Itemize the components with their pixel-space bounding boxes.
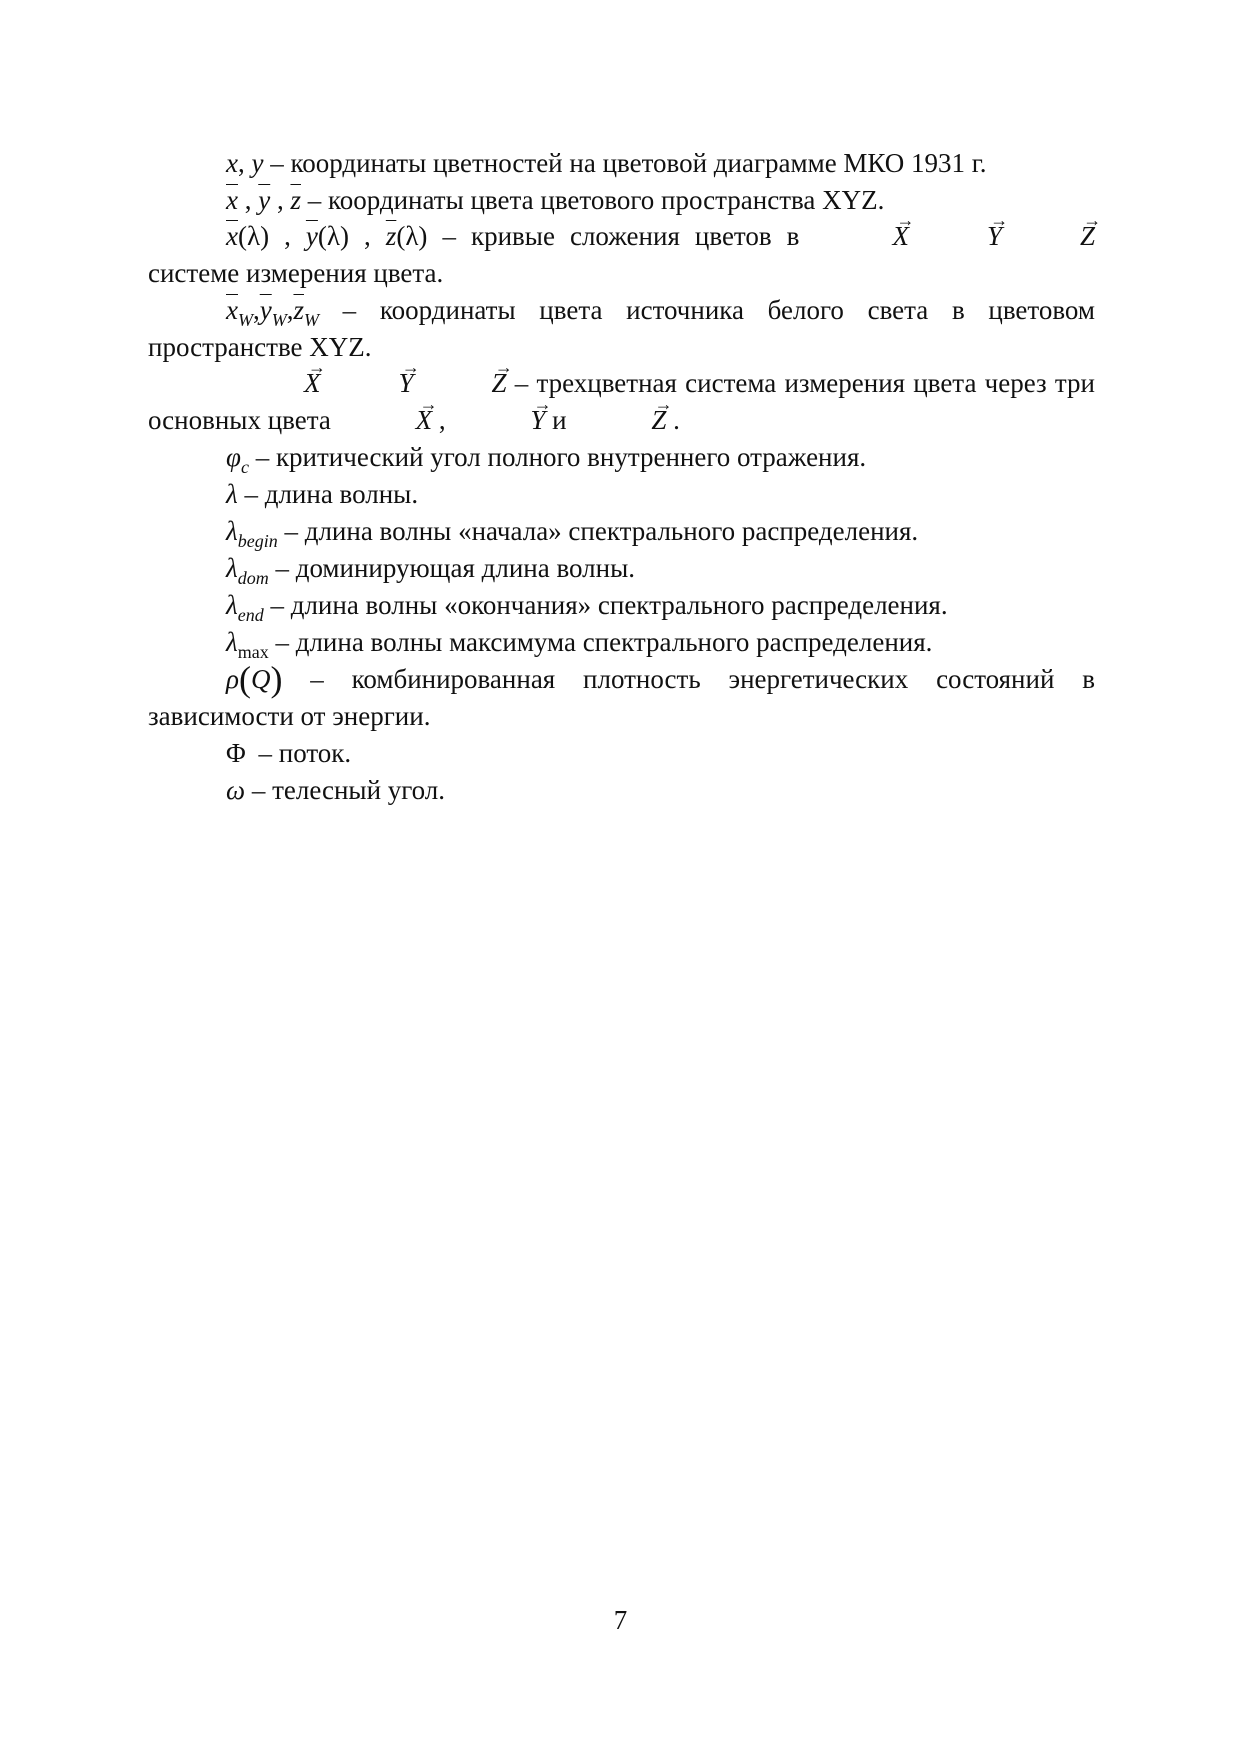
symbol: $\overline{y}$ [259, 295, 272, 325]
definition-text: – координаты цветностей на цветовой диаграмме МКО 1931 г. [263, 148, 987, 178]
notation-entry-trichromatic-system: → X → Y → Z – трехцветная система измерения цвета через три основных цвета → X , → Y и → Z . [148, 365, 1095, 439]
symbol: $\overline{y}$ [258, 185, 271, 215]
definition-text: – кривые сложения цветов в [427, 221, 815, 251]
definition-text: – длина волны. [237, 479, 419, 509]
definition-text: – телесный угол. [245, 775, 446, 805]
vector-symbol: → Z [573, 402, 666, 439]
symbol: $\overline{z}$ [293, 295, 304, 325]
definition-text: – координаты цвета цветового пространства XYZ. [300, 185, 885, 215]
vector-symbol: → Y [909, 218, 1002, 255]
definition-text: – трехцветная система измерения цвета через три основных цвета [148, 368, 1095, 435]
symbol: λ [226, 553, 238, 583]
symbol-argument: (λ) [237, 221, 270, 251]
vector-symbol: → Y [452, 402, 545, 439]
symbol-argument: Q [250, 664, 271, 694]
notation-entry-white-point: $\overline{x}_W,\overline{y}_W,\overline{z}_W$ – координаты цвета источника белого света в цветовом пространстве XYZ. [148, 295, 1095, 362]
symbol: $\overline{y}$ [305, 221, 318, 251]
vector-symbol: → X [338, 402, 433, 439]
symbol: x [226, 148, 238, 178]
notation-entry-wavelength-max: $\lambda_{max}$ – длина волны максимума спектрального распределения. [226, 627, 933, 662]
symbol: y [251, 148, 264, 178]
notation-entry-color-matching-functions: $\overline{x}(\lambda)$ , $\overline{y}(\lambda)$ , $\overline{z}(\lambda)$ – кривые сложения цветов в → X → Y → Z системе измерения цвета. [148, 218, 1095, 292]
definition-text: – доминирующая длина волны. [268, 553, 635, 583]
page-number: 7 [613, 1605, 628, 1635]
symbol: λ [226, 516, 238, 546]
notation-entry-wavelength-dominant: $\lambda_{dom}$ – доминирующая длина волны. [226, 553, 635, 588]
notation-entry-wavelength-begin: $\lambda_{begin}$ – длина волны «начала» спектрального распределения. [226, 516, 919, 551]
symbol: ω [226, 775, 246, 805]
definition-text: системе измерения цвета. [148, 258, 444, 288]
vector-symbol: → Y [321, 365, 414, 402]
definition-text: – комбинированная плотность энергетических состояний в зависимости от энергии. [148, 664, 1095, 731]
symbol: $\overline{z}$ [290, 185, 301, 215]
symbol: λ [226, 479, 238, 509]
notation-list [148, 145, 1095, 809]
vector-symbol: → X [814, 218, 909, 255]
vector-symbol: → Z [1002, 218, 1095, 255]
notation-entry-wavelength-end: $\lambda_{end}$ – длина волны «окончания» спектрального распределения. [226, 590, 948, 625]
notation-entry-xy-chromaticity: x, y – координаты цветностей на цветовой диаграмме МКО 1931 г. [226, 148, 987, 178]
symbol: ρ [226, 664, 239, 694]
definition-text: – длина волны «начала» спектрального распределения. [277, 516, 919, 546]
symbol-argument: (λ) [396, 221, 428, 251]
symbol: $\overline{x}$ [226, 221, 238, 251]
vector-symbol: → Z [414, 365, 507, 402]
notation-entry-density-of-states: ρ(Q) – комбинированная плотность энергетических состояний в зависимости от энергии. [148, 659, 1095, 731]
notation-entry-critical-angle: $\varphi_c$ – критический угол полного внутреннего отражения. [226, 442, 867, 477]
symbol: $\overline{x}$ [226, 185, 238, 215]
symbol: Φ [226, 738, 246, 768]
symbol: φ [226, 442, 241, 472]
vector-symbol: → X [226, 365, 321, 402]
definition-text: – координаты цвета источника белого света в цветовом пространстве XYZ. [148, 295, 1095, 362]
symbol-argument: (λ) [317, 221, 349, 251]
notation-entry-flux [148, 735, 1095, 772]
definition-text: – длина волны «окончания» спектрального распределения. [263, 590, 948, 620]
notation-entry-xyz-bar: $\overline{x}$ , $\overline{y}$ , $\overline{z}$ – координаты цвета цветового пространства XYZ. [226, 185, 885, 215]
symbol: λ [226, 590, 238, 620]
definition-text: – длина волны максимума спектрального распределения. [268, 627, 933, 657]
symbol: $\overline{x}$ [226, 295, 238, 325]
definition-text: – критический угол полного внутреннего отражения. [248, 442, 867, 472]
notation-entry-wavelength [148, 476, 1095, 513]
symbol: $\overline{z}$ [385, 221, 397, 251]
definition-text: – поток. [251, 738, 352, 768]
symbol: λ [226, 627, 238, 657]
notation-entry-solid-angle [148, 772, 1095, 809]
